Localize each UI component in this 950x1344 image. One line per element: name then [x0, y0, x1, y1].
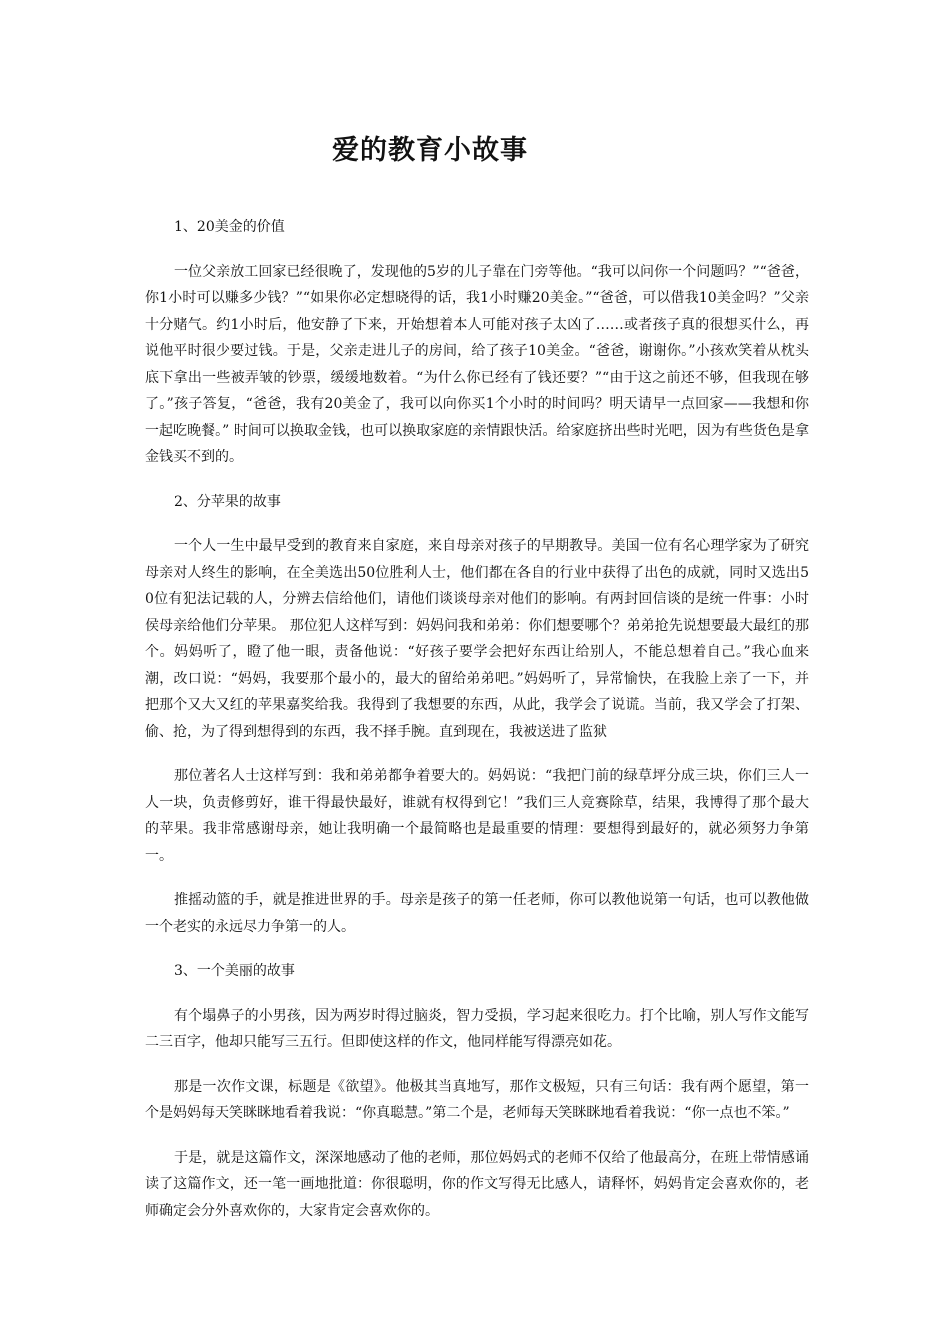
document-body [145, 214, 809, 1242]
document-title: 爱的教育小故事 [332, 135, 528, 166]
paragraph: 一位父亲放工回家已经很晚了，发现他的5岁的儿子靠在门旁等他。“我可以问你一个问题吗？”“爸爸，你1小时可以赚多少钱？”“如果你必定想晓得的话，我1小时赚20美金。”“爸爸，可以借我10美金吗？”父亲十分赌气。约1小时后，他安静了下来，开始想着本人可能对孩子太凶了……或者孩子真的很想买什么，再说他平时很少要过钱。于是，父亲走进儿子的房间，给了孩子10美金。“爸爸，谢谢你。”小孩欢笑着从枕头底下拿出一些被弄皱的钞票，缓缓地数着。“为什么你已经有了钱还要？”“由于这之前还不够，但我现在够了。”孩子答复，“爸爸，我有20美金了，我可以向你买1个小时的时间吗？明天请早一点回家——我想和你一起吃晚餐。” 时间可以换取金钱，也可以换取家庭的亲情跟快活。给家庭挤出些时光吧，因为有些货色是拿金钱买不到的。 [145, 263, 809, 465]
paragraph: 有个塌鼻子的小男孩，因为两岁时得过脑炎，智力受损，学习起来很吃力。打个比喻，别人写作文能写二三百字，他却只能写三五行。但即使这样的作文，他同样能写得漂亮如花。 [145, 1007, 809, 1050]
paragraph: 于是，就是这篇作文，深深地感动了他的老师，那位妈妈式的老师不仅给了他最高分，在班上带情感诵读了这篇作文，还一笔一画地批道：你很聪明，你的作文写得无比感人，请释怀，妈妈肯定会喜欢你的，老师确定会分外喜欢你的，大家肯定会喜欢你的。 [145, 1149, 809, 1219]
section-1 [145, 214, 809, 471]
paragraph: 那位著名人士这样写到：我和弟弟都争着要大的。妈妈说：“我把门前的绿草坪分成三块，你们三人一人一块，负责修剪好，谁干得最快最好，谁就有权得到它！”我们三人竞赛除草，结果，我博得了那个最大的苹果。我非常感谢母亲，她让我明确一个最简略也是最重要的情理：要想得到最好的，就必须努力争第一。 [145, 768, 809, 864]
section-heading: 2、分苹果的故事 [174, 493, 281, 510]
paragraph: 一个人一生中最早受到的教育来自家庭，来自母亲对孩子的早期教导。美国一位有名心理学家为了研究母亲对人终生的影响，在全美选出50位胜利人士，他们都在各自的行业中获得了出色的成就，同时又选出50位有犯法记载的人，分辨去信给他们，请他们谈谈母亲对他们的影响。有两封回信谈的是统一件事：小时侯母亲给他们分苹果。 那位犯人这样写到：妈妈问我和弟弟：你们想要哪个？弟弟抢先说想要最大最红的那个。妈妈听了，瞪了他一眼，责备他说：“好孩子要学会把好东西让给别人，不能总想着自己。”我心血来潮，改口说：“妈妈，我要那个最小的，最大的留给弟弟吧。”妈妈听了，异常愉快，在我脸上亲了一下，并把那个又大又红的苹果嘉奖给我。我得到了我想要的东西，从此，我学会了说谎。当前，我又学会了打架、偷、抢，为了得到想得到的东西，我不择手腕。直到现在，我被送进了监狱 [145, 538, 809, 740]
section-heading: 3、一个美丽的故事 [174, 963, 295, 979]
paragraph: 推摇动篮的手，就是推进世界的手。母亲是孩子的第一任老师，你可以教他说第一句话，也可以教他做一个老实的永远尽力争第一的人。 [145, 892, 809, 935]
section-heading: 1、20美金的价值 [174, 219, 285, 235]
section-3 [145, 958, 809, 1224]
section-2 [145, 489, 809, 941]
paragraph: 那是一次作文课，标题是《欲望》。他极其当真地写，那作文极短，只有三句话：我有两个愿望，第一个是妈妈每天笑眯眯地看着我说：“你真聪慧。”第二个是，老师每天笑眯眯地看着我说：“你一点也不笨。” [145, 1078, 809, 1121]
